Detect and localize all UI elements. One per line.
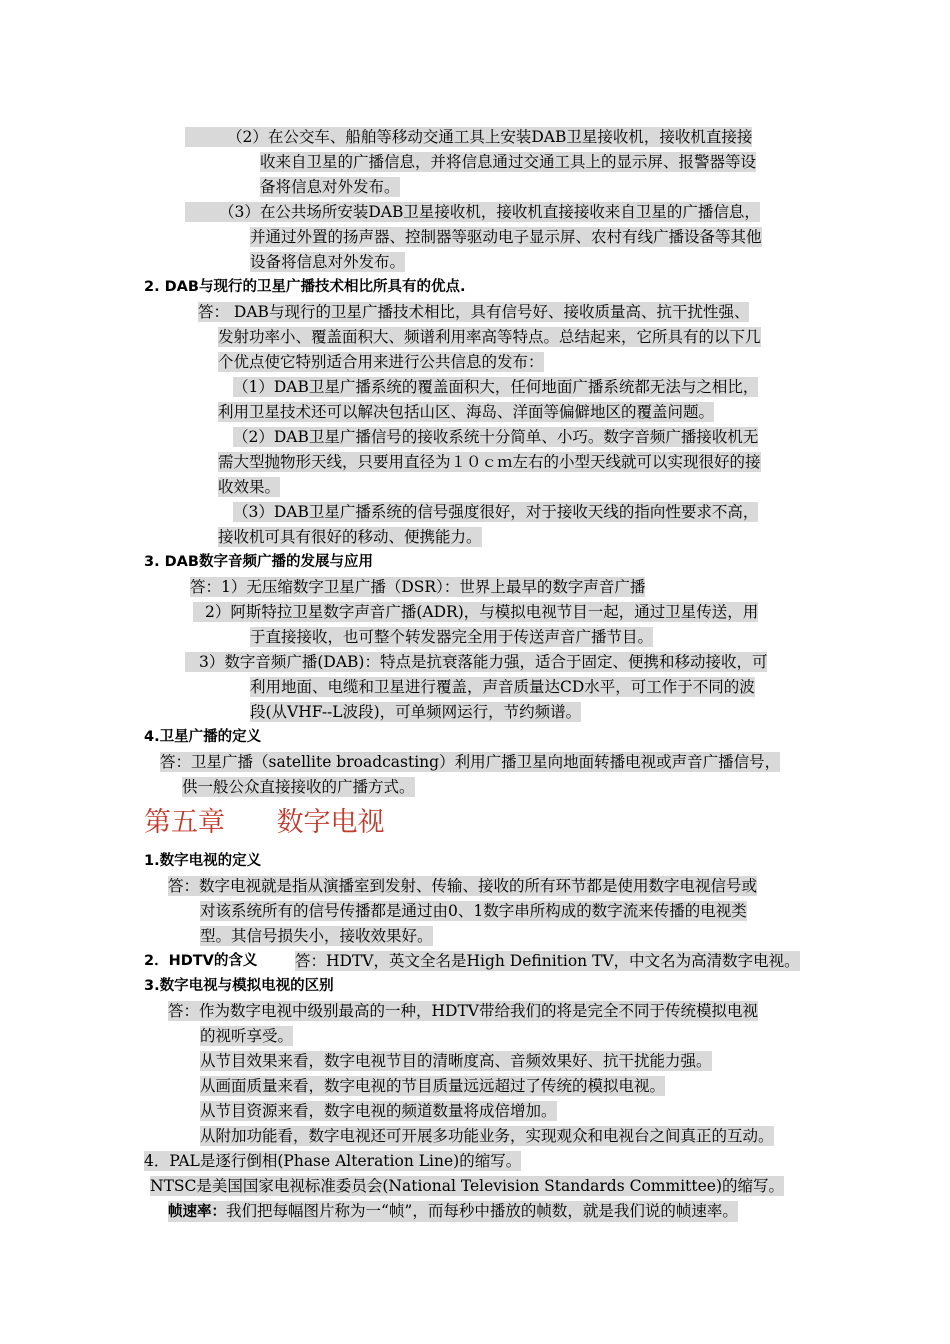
section-heading: 1.数字电视的定义 — [144, 853, 262, 869]
section-heading: 4.卫星广播的定义 — [144, 729, 262, 745]
pal-line: 4．PAL是逐行倒相(Phase Alteration Line)的缩写。 — [144, 1152, 522, 1170]
answer-line: 段(从VHF--L波段)，可单频网运行，节约频谱。 — [250, 703, 582, 721]
chapter-title: 第五章 数字电视 — [144, 807, 385, 838]
text-line: 收来自卫星的广播信息，并将信息通过交通工具上的显示屏、报警器等设 — [260, 153, 757, 171]
answer-line: （2）DAB卫星广播信号的接收系统十分简单、小巧。数字音频广播接收机无 — [233, 428, 759, 446]
answer-line: 利用地面、电缆和卫星进行覆盖，声音质量达CD水平，可工作于不同的波 — [250, 678, 755, 696]
answer-line: 接收机可具有很好的移动、便携能力。 — [218, 528, 482, 546]
answer-line: 3）数字音频广播(DAB)：特点是抗衰落能力强，适合于固定、便携和移动接收，可 — [185, 652, 767, 672]
text-line: 设备将信息对外发布。 — [250, 253, 406, 271]
fps-label: 帧速率： — [168, 1204, 226, 1220]
answer-line: 答：数字电视就是指从演播室到发射、传输、接收的所有环节都是使用数字电视信号或 — [168, 877, 758, 895]
answer-line: 利用卫星技术还可以解决包括山区、海岛、洋面等偏僻地区的覆盖问题。 — [218, 403, 715, 421]
answer-line: （3）DAB卫星广播系统的信号强度很好，对于接收天线的指向性要求不高， — [233, 503, 759, 521]
section-heading: 3.数字电视与模拟电视的区别 — [144, 978, 334, 994]
text-line: （3）在公共场所安装DAB卫星接收机，接收机直接接收来自卫星的广播信息， — [185, 202, 760, 222]
section-heading: 2. DAB与现行的卫星广播技术相比所具有的优点. — [144, 279, 466, 295]
ntsc-line: NTSC是美国国家电视标准委员会(National Television Standards Committee)的缩写。 — [150, 1177, 785, 1195]
answer-line: 收效果。 — [218, 478, 281, 496]
answer-line: 需大型抛物形天线，只要用直径为１０ｃｍ左右的小型天线就可以实现很好的接 — [218, 453, 761, 471]
answer-line: 答：卫星广播（satellite broadcasting）利用广播卫星向地面转播电视或声音广播信号， — [160, 753, 781, 771]
fps-text: 我们把每幅图片称为一“帧”，而每秒中播放的帧数，就是我们说的帧速率。 — [226, 1202, 738, 1220]
answer-line: 2）阿斯特拉卫星数字声音广播(ADR)，与模拟电视节目一起，通过卫星传送，用 — [193, 602, 758, 622]
section-heading: 2．HDTV的含义 — [144, 953, 258, 969]
answer-line: 对该系统所有的信号传播都是通过由0、1数字串所构成的数字流来传播的电视类 — [200, 902, 747, 920]
text-line: 备将信息对外发布。 — [260, 178, 400, 196]
answer-line: 答：1）无压缩数字卫星广播（DSR）：世界上最早的数字声音广播 — [190, 578, 646, 596]
answer-line: 答：作为数字电视中级别最高的一种，HDTV带给我们的将是完全不同于传统模拟电视 — [168, 1002, 758, 1020]
answer-line: 发射功率小、覆盖面积大、频谱利用率高等特点。总结起来，它所具有的以下几 — [218, 328, 761, 346]
answer-line: 型。其信号损失小，接收效果好。 — [200, 927, 433, 945]
answer-line: 于直接接收，也可整个转发器完全用于传送声音广播节目。 — [250, 628, 654, 646]
text-line: 并通过外置的扬声器、控制器等驱动电子显示屏、农村有线广播设备等其他 — [250, 228, 762, 246]
answer-line: （1）DAB卫星广播系统的覆盖面积大，任何地面广播系统都无法与之相比， — [233, 378, 759, 396]
text-line: （2）在公交车、船舶等移动交通工具上安装DAB卫星接收机，接收机直接接 — [185, 127, 752, 147]
answer-line: 供一般公众直接接收的广播方式。 — [182, 778, 415, 796]
answer-line: 答：HDTV，英文全名是High Definition TV，中文名为高清数字电视。 — [295, 952, 800, 970]
answer-line: 从画面质量来看，数字电视的节目质量远远超过了传统的模拟电视。 — [200, 1077, 666, 1095]
answer-line: 从附加功能看，数字电视还可开展多功能业务，实现观众和电视台之间真正的互动。 — [200, 1127, 774, 1145]
section-heading: 3. DAB数字音频广播的发展与应用 — [144, 554, 373, 570]
fps-line — [168, 1201, 738, 1222]
answer-line: 的视听享受。 — [200, 1027, 294, 1045]
answer-line: 从节目效果来看，数字电视节目的清晰度高、音频效果好、抗干扰能力强。 — [200, 1052, 712, 1070]
answer-line: 从节目资源来看，数字电视的频道数量将成倍增加。 — [200, 1102, 557, 1120]
answer-line: 答： DAB与现行的卫星广播技术相比，具有信号好、接收质量高、抗干扰性强、 — [198, 303, 750, 321]
answer-line: 个优点使它特别适合用来进行公共信息的发布： — [218, 353, 544, 371]
